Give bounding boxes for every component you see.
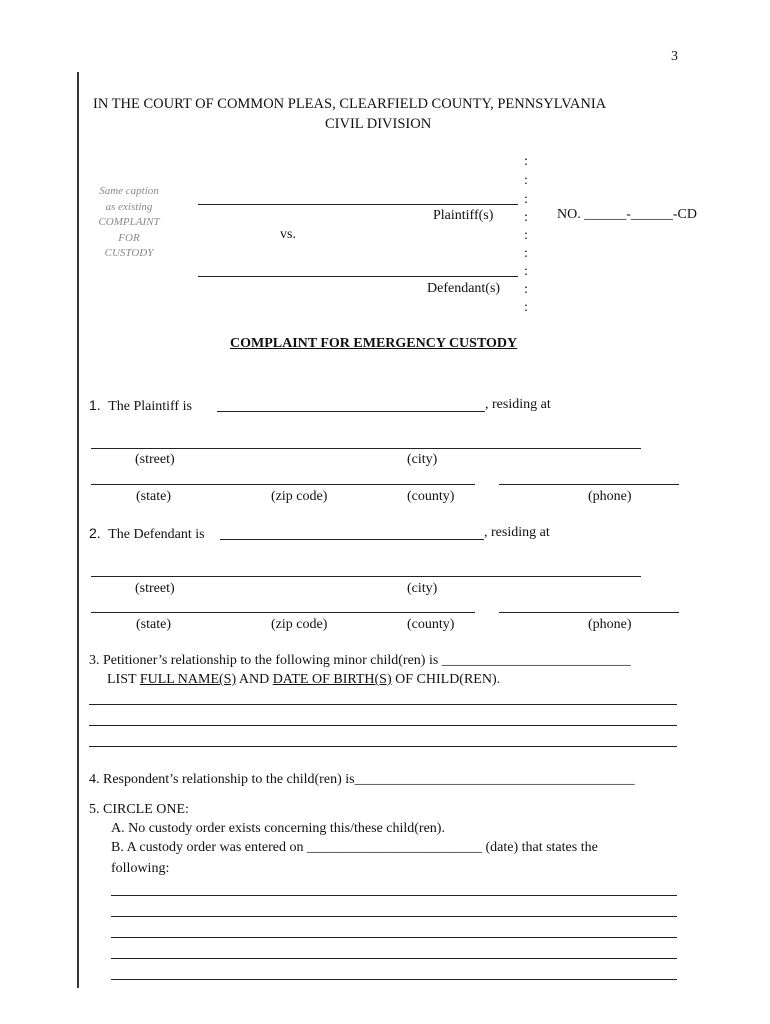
defendant-label: Defendant(s) <box>427 281 501 296</box>
item1-number: 1. <box>89 397 101 413</box>
county-label: (county) <box>407 617 455 632</box>
caption-note-line: as existing <box>105 200 153 213</box>
item3-dob: DATE OF BIRTH(S) <box>272 672 392 687</box>
defendant-name-line[interactable] <box>198 276 518 277</box>
order-line-5[interactable] <box>111 979 677 980</box>
item5-heading: 5. CIRCLE ONE: <box>89 802 189 817</box>
defendant-address-line-2[interactable] <box>91 612 475 613</box>
item4-text: 4. Respondent’s relationship to the child(ren) is________________________________________ <box>89 772 635 787</box>
order-line-1[interactable] <box>111 895 677 896</box>
caption-colon: : <box>524 154 528 169</box>
plaintiff-address-line-1[interactable] <box>91 448 641 449</box>
caption-colon: : <box>524 173 528 188</box>
caption-note-line: FOR <box>118 231 140 244</box>
city-label: (city) <box>407 581 438 596</box>
children-line-2[interactable] <box>89 725 677 726</box>
caption-colon: : <box>524 300 528 315</box>
plaintiff-phone-line[interactable] <box>499 484 679 485</box>
item1-text-before: The Plaintiff is <box>108 399 192 414</box>
vs-label: vs. <box>280 227 296 242</box>
plaintiff-name-field[interactable] <box>217 411 485 412</box>
caption-colon: : <box>524 264 528 279</box>
item2-text-before: The Defendant is <box>108 527 205 542</box>
document-title: COMPLAINT FOR EMERGENCY CUSTODY <box>230 336 518 351</box>
item5-option-b[interactable]: B. A custody order was entered on _________________________ (date) that states the <box>111 840 598 855</box>
item3-full-names: FULL NAME(S) <box>139 672 237 687</box>
item3-text: 3. Petitioner’s relationship to the following minor child(ren) is ___________________________ <box>89 653 631 668</box>
caption-note <box>82 184 176 262</box>
division-heading: CIVIL DIVISION <box>325 116 432 132</box>
page-number: 3 <box>671 49 678 64</box>
caption-note-line: Same caption <box>99 185 159 197</box>
margin-bar <box>77 72 79 988</box>
caption-colon: : <box>524 246 528 261</box>
defendant-name-field[interactable] <box>220 539 484 540</box>
zip-label: (zip code) <box>271 617 328 632</box>
item3-list-prefix: LIST <box>107 672 140 687</box>
item5-option-a[interactable]: A. No custody order exists concerning this/these child(ren). <box>111 821 445 836</box>
county-label: (county) <box>407 489 455 504</box>
item1-text-after: , residing at <box>485 397 551 412</box>
order-line-2[interactable] <box>111 916 677 917</box>
phone-label: (phone) <box>588 617 632 632</box>
order-line-3[interactable] <box>111 937 677 938</box>
caption-colon: : <box>524 282 528 297</box>
plaintiff-label: Plaintiff(s) <box>433 208 494 223</box>
item3-list-suffix: OF CHILD(REN). <box>391 672 501 687</box>
item3-and: AND <box>236 672 273 687</box>
caption-colon: : <box>524 228 528 243</box>
case-number[interactable]: NO. ______-______-CD <box>557 207 697 222</box>
caption-colon: : <box>524 210 528 225</box>
city-label: (city) <box>407 452 438 467</box>
item5-option-b-cont: following: <box>111 861 170 876</box>
street-label: (street) <box>135 452 175 467</box>
plaintiff-name-line[interactable] <box>198 204 518 205</box>
item3-list-instruction <box>107 673 500 687</box>
phone-label: (phone) <box>588 489 632 504</box>
children-line-1[interactable] <box>89 704 677 705</box>
caption-note-line: COMPLAINT <box>98 216 160 228</box>
item2-intro <box>89 526 205 542</box>
street-label: (street) <box>135 581 175 596</box>
item2-text-after: , residing at <box>484 525 550 540</box>
state-label: (state) <box>136 617 171 632</box>
children-line-3[interactable] <box>89 746 677 747</box>
defendant-phone-line[interactable] <box>499 612 679 613</box>
plaintiff-address-line-2[interactable] <box>91 484 475 485</box>
item1-intro <box>89 398 192 414</box>
zip-label: (zip code) <box>271 489 328 504</box>
court-heading: IN THE COURT OF COMMON PLEAS, CLEARFIELD COUNTY, PENNSYLVANIA <box>93 96 607 112</box>
defendant-address-line-1[interactable] <box>91 576 641 577</box>
order-line-4[interactable] <box>111 958 677 959</box>
state-label: (state) <box>136 489 171 504</box>
item2-number: 2. <box>89 525 101 541</box>
caption-note-line: CUSTODY <box>104 247 154 259</box>
caption-colon: : <box>524 192 528 207</box>
